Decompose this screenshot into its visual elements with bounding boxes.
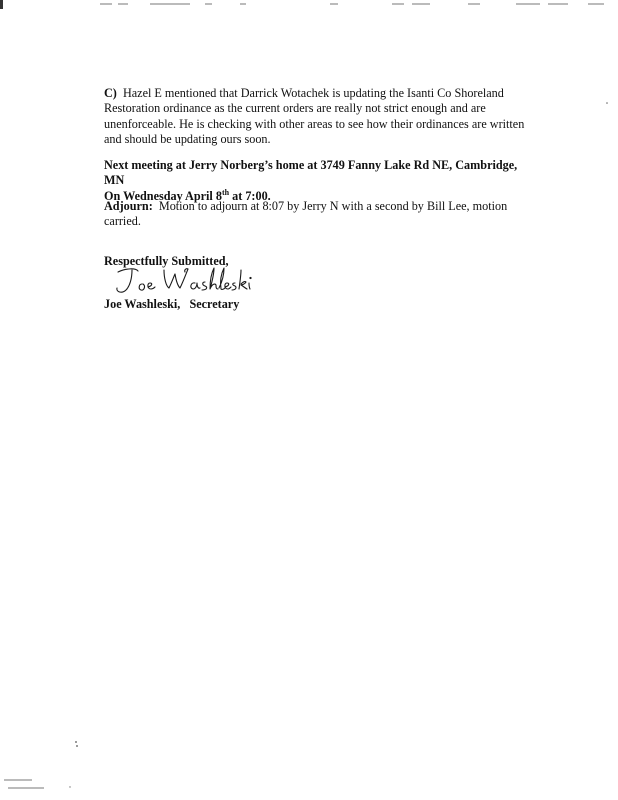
next-meeting-line1: Next meeting at Jerry Norberg’s home at 3749 Fanny Lake Rd NE, Cambridge, MN <box>104 158 518 188</box>
adjourn-text: Motion to adjourn at 8:07 by Jerry N with a second by Bill Lee, motion carried. <box>104 199 508 229</box>
signature <box>112 264 252 298</box>
item-c-label: C) <box>104 86 117 100</box>
signer-line <box>104 297 239 312</box>
next-meeting-date-suffix: th <box>221 187 230 197</box>
signer-name: Joe Washleski, <box>104 297 181 311</box>
next-meeting-paragraph <box>104 158 534 204</box>
next-meeting-date: On Wednesday April 8 <box>104 188 222 203</box>
closing-salutation: Respectfully Submitted, <box>104 254 229 268</box>
adjourn-paragraph <box>104 199 534 230</box>
signer-title: Secretary <box>189 297 240 311</box>
item-c-text: Hazel E mentioned that Darrick Wotachek is updating the Isanti Co Shoreland Restoration ordinance as the current orders are really not strict enough and are unenforceable. He is checking with other areas to see how their ordinances are written and should be updating ours soon. <box>104 86 525 147</box>
next-meeting-time: at 7:00. <box>229 188 271 203</box>
item-c-paragraph <box>104 86 534 148</box>
adjourn-label: Adjourn: <box>104 199 153 213</box>
